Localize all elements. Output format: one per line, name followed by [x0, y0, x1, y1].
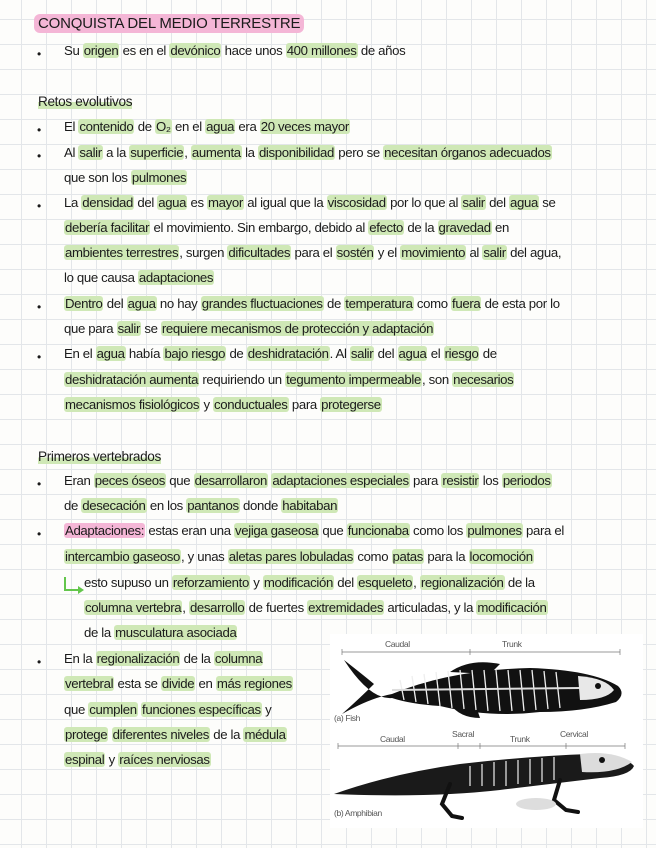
- text-segment: de la: [404, 220, 438, 235]
- last-bullet-line-3: [64, 703, 271, 718]
- highlighted-term: raíces nerviosas: [119, 752, 210, 767]
- text-segment: estas eran una: [145, 523, 235, 538]
- text-segment: . Al: [329, 346, 350, 361]
- primeros-item-2-line-1: [64, 524, 564, 539]
- highlighted-term: modificación: [263, 575, 333, 590]
- retos-item-3-line-4: [64, 271, 214, 286]
- primeros-item-1-line-2: [64, 499, 338, 514]
- text-segment: del: [103, 296, 127, 311]
- highlighted-term: ambientes terrestres: [65, 245, 179, 260]
- highlighted-term: temperatura: [345, 296, 413, 311]
- text-segment: para el: [291, 245, 336, 260]
- highlighted-term: adaptaciones especiales: [272, 473, 409, 488]
- text-segment: los: [479, 473, 502, 488]
- text-segment: para: [409, 473, 442, 488]
- text-segment: esta se: [114, 676, 161, 691]
- bullet: •: [37, 300, 41, 314]
- highlighted-term: requiere mecanismos de protección y adaptación: [161, 321, 434, 336]
- text-segment: la: [241, 145, 258, 160]
- text-segment: que: [319, 523, 347, 538]
- highlighted-term-pink: Adaptaciones:: [65, 523, 145, 538]
- text-segment: ,: [184, 145, 191, 160]
- retos-item-4-line-2: [64, 322, 434, 337]
- highlighted-term: grandes fluctuaciones: [201, 296, 323, 311]
- bullet: •: [37, 350, 41, 364]
- last-bullet-line-4: [64, 728, 287, 743]
- highlighted-term: agua: [127, 296, 156, 311]
- text-segment: ,: [182, 600, 189, 615]
- heading-retos: Retos evolutivos: [38, 94, 133, 109]
- highlighted-term: modificación: [477, 600, 547, 615]
- retos-item-2-line-1: [64, 146, 552, 161]
- page-title: CONQUISTA DEL MEDIO TERRESTRE: [34, 14, 304, 33]
- highlighted-term: O₂: [156, 119, 171, 134]
- highlighted-term: desarrollo: [189, 600, 245, 615]
- fish-region-bracket: [342, 649, 620, 655]
- highlighted-term: Dentro: [65, 296, 103, 311]
- highlighted-term: columna vertebra: [85, 600, 182, 615]
- highlighted-term: pulmones: [467, 523, 522, 538]
- text-segment: en: [491, 220, 510, 235]
- retos-item-3-line-2: [64, 221, 509, 236]
- text-segment: como los: [409, 523, 467, 538]
- retos-item-5-line-2: [64, 373, 514, 388]
- text-segment: En el: [64, 346, 96, 361]
- bullet: •: [37, 149, 41, 163]
- highlighted-term: adaptaciones: [138, 270, 214, 285]
- highlighted-term: agua: [96, 346, 125, 361]
- text-segment: de la: [209, 727, 244, 742]
- text-segment: del agua,: [506, 245, 562, 260]
- text-segment: y el: [374, 245, 401, 260]
- text-segment: del: [374, 346, 398, 361]
- highlighted-term: extremidades: [308, 600, 384, 615]
- text-segment: de: [64, 498, 82, 513]
- highlighted-term: riesgo: [444, 346, 479, 361]
- highlighted-term: aletas pares lobuladas: [228, 549, 354, 564]
- highlighted-term: funciones específicas: [142, 702, 261, 717]
- text-segment: Eran: [64, 473, 94, 488]
- highlighted-term: conductuales: [214, 397, 288, 412]
- text-segment: que son los: [64, 170, 131, 185]
- highlighted-term: movimiento: [401, 245, 466, 260]
- text-segment: para el: [522, 523, 564, 538]
- text-segment: requiriendo un: [199, 372, 286, 387]
- bullet: •: [37, 47, 41, 61]
- highlighted-term: fuera: [452, 296, 481, 311]
- text-segment: no hay: [156, 296, 201, 311]
- text-segment: al: [466, 245, 483, 260]
- amphibian-sacral-label: Sacral: [452, 729, 474, 739]
- bullet: •: [37, 527, 41, 541]
- text-segment: y: [105, 752, 119, 767]
- text-segment: pero se: [334, 145, 384, 160]
- highlighted-term: 20 veces mayor: [260, 119, 349, 134]
- fish-label: (a) Fish: [334, 713, 361, 723]
- highlighted-term: columna: [214, 651, 263, 666]
- text-segment: El: [64, 119, 79, 134]
- text-segment: en: [195, 676, 216, 691]
- text-segment: como: [354, 549, 392, 564]
- text-segment: al igual que la: [243, 195, 327, 210]
- text-segment: es: [187, 195, 208, 210]
- highlighted-term: agua: [158, 195, 187, 210]
- text-segment: articuladas, y la: [384, 600, 477, 615]
- highlighted-term: espinal: [65, 752, 105, 767]
- bullet: •: [37, 477, 41, 491]
- highlighted-term: mecanismos fisiológicos: [65, 397, 200, 412]
- highlighted-term: contenido: [79, 119, 134, 134]
- highlighted-term: mayor: [208, 195, 243, 210]
- text-segment: para la: [424, 549, 469, 564]
- highlighted-term: locomoción: [469, 549, 533, 564]
- highlighted-term: desarrollaron: [194, 473, 267, 488]
- text-segment: a la: [102, 145, 130, 160]
- text-segment: ,: [413, 575, 420, 590]
- text-segment: del: [134, 195, 158, 210]
- text-segment: de la: [180, 651, 214, 666]
- highlighted-term: cumplen: [89, 702, 137, 717]
- sub-line-2: [84, 601, 548, 616]
- text-segment: Su: [64, 43, 83, 58]
- highlighted-term: origen: [83, 43, 119, 58]
- text-segment: para: [288, 397, 321, 412]
- highlighted-term: viscosidad: [327, 195, 386, 210]
- skeleton-diagram: [330, 634, 643, 828]
- highlighted-term: efecto: [369, 220, 404, 235]
- text-segment: había: [125, 346, 164, 361]
- text-segment: por lo que al: [386, 195, 462, 210]
- text-segment: En la: [64, 651, 96, 666]
- text-segment: del: [333, 575, 358, 590]
- fish-caudal-label: Caudal: [385, 639, 410, 649]
- text-segment: del: [485, 195, 510, 210]
- last-bullet-line-1: [64, 652, 263, 667]
- amphibian-trunk-label: Trunk: [510, 734, 530, 744]
- highlighted-term: 400 millones: [286, 43, 357, 58]
- highlighted-term: debería facilitar: [65, 220, 150, 235]
- text-segment: esto supuso un: [84, 575, 172, 590]
- text-segment: en los: [146, 498, 187, 513]
- highlighted-term: más regiones: [216, 676, 292, 691]
- retos-item-5-line-1: [64, 347, 497, 362]
- highlighted-term: habitaban: [282, 498, 338, 513]
- text-segment: y: [200, 397, 214, 412]
- amphibian-cervical-label: Cervical: [560, 729, 588, 739]
- highlighted-term: aumenta: [191, 145, 241, 160]
- retos-item-4-line-1: [64, 297, 560, 312]
- highlighted-term: pantanos: [187, 498, 239, 513]
- sub-line-3: [84, 626, 237, 641]
- highlighted-term: intercambio gaseoso: [65, 549, 181, 564]
- text-segment: de la: [504, 575, 535, 590]
- retos-item-5-line-3: [64, 398, 382, 413]
- text-segment: La: [64, 195, 82, 210]
- highlighted-term: salir: [117, 321, 141, 336]
- heading-primeros: Primeros vertebrados: [38, 449, 161, 464]
- highlighted-term: divide: [161, 676, 195, 691]
- highlighted-term: vertebral: [65, 676, 114, 691]
- highlighted-term: salir: [483, 245, 506, 260]
- highlighted-term: agua: [398, 346, 427, 361]
- highlighted-term: periodos: [502, 473, 551, 488]
- text-segment: de: [226, 346, 247, 361]
- highlighted-term: reforzamiento: [172, 575, 249, 590]
- skeleton-figure: [330, 634, 643, 828]
- retos-item-3-line-3: [64, 246, 561, 261]
- highlighted-term: agua: [510, 195, 538, 210]
- text-segment: de la: [84, 625, 115, 640]
- text-segment: que para: [64, 321, 117, 336]
- text-segment: de años: [357, 43, 406, 58]
- highlighted-term: superficie: [130, 145, 184, 160]
- text-segment: el movimiento. Sin embargo, debido al: [150, 220, 369, 235]
- highlighted-term: vejiga gaseosa: [235, 523, 319, 538]
- highlighted-term: regionalización: [96, 651, 180, 666]
- highlighted-term: esqueleto: [358, 575, 413, 590]
- primeros-item-1-line-1: [64, 474, 552, 489]
- last-bullet-line-5: [64, 753, 211, 768]
- text-segment: de esta por lo: [481, 296, 560, 311]
- text-segment: y: [261, 702, 272, 717]
- highlighted-term: resistir: [442, 473, 479, 488]
- last-bullet-line-2: [64, 677, 293, 692]
- text-segment: que: [64, 702, 89, 717]
- text-segment: era: [235, 119, 260, 134]
- sub-line-1: [84, 576, 535, 591]
- highlighted-term: sostén: [336, 245, 374, 260]
- highlighted-term: gravedad: [438, 220, 491, 235]
- text-segment: se: [538, 195, 556, 210]
- highlighted-term: desecación: [82, 498, 146, 513]
- highlighted-term: necesarios: [453, 372, 514, 387]
- highlighted-term: tegumento impermeable: [286, 372, 421, 387]
- highlighted-term: patas: [392, 549, 424, 564]
- text-segment: , surgen: [179, 245, 228, 260]
- text-segment: de: [134, 119, 155, 134]
- highlighted-term: deshidratación: [247, 346, 329, 361]
- primeros-item-2-line-2: [64, 550, 534, 565]
- highlighted-term: necesitan órganos adecuados: [384, 145, 551, 160]
- bullet: •: [37, 199, 41, 213]
- highlighted-term: musculatura asociada: [115, 625, 237, 640]
- text-segment: en el: [171, 119, 206, 134]
- bullet: •: [37, 123, 41, 137]
- text-segment: que: [165, 473, 194, 488]
- highlighted-term: salir: [350, 346, 374, 361]
- text-segment: como: [413, 296, 452, 311]
- highlighted-term: bajo riesgo: [164, 346, 226, 361]
- arrow-icon: [64, 577, 80, 591]
- text-segment: es en el: [119, 43, 170, 58]
- amphibian-label: (b) Amphibian: [334, 808, 382, 818]
- highlighted-term: regionalización: [420, 575, 504, 590]
- text-segment: donde: [239, 498, 282, 513]
- text-segment: de fuertes: [245, 600, 308, 615]
- highlighted-term: pulmones: [131, 170, 187, 185]
- text-segment: hace unos: [221, 43, 286, 58]
- amphibian-caudal-label: Caudal: [380, 734, 405, 744]
- retos-item-3-line-1: [64, 196, 556, 211]
- intro-line: [64, 44, 405, 59]
- text-segment: , son: [421, 372, 453, 387]
- highlighted-term: médula: [244, 727, 286, 742]
- fish-trunk-label: Trunk: [502, 639, 522, 649]
- highlighted-term: densidad: [82, 195, 134, 210]
- retos-item-2-line-2: [64, 171, 187, 186]
- text-segment: lo que causa: [64, 270, 138, 285]
- fish-skeleton: [342, 660, 622, 718]
- text-segment: Al: [64, 145, 79, 160]
- highlighted-term: salir: [462, 195, 485, 210]
- highlighted-term: protege: [65, 727, 108, 742]
- highlighted-term: devónico: [170, 43, 221, 58]
- text-segment: y: [249, 575, 263, 590]
- highlighted-term: agua: [206, 119, 235, 134]
- highlighted-term: diferentes niveles: [112, 727, 209, 742]
- highlighted-term: salir: [79, 145, 102, 160]
- text-segment: el: [427, 346, 444, 361]
- highlighted-term: disponibilidad: [258, 145, 334, 160]
- text-segment: se: [141, 321, 161, 336]
- highlighted-term: peces óseos: [94, 473, 165, 488]
- text-segment: de: [323, 296, 345, 311]
- bullet: •: [37, 655, 41, 669]
- text-segment: de: [479, 346, 497, 361]
- highlighted-term: protegerse: [321, 397, 381, 412]
- retos-item-1-line-1: [64, 120, 350, 135]
- text-segment: , y unas: [181, 549, 228, 564]
- highlighted-term: dificultades: [228, 245, 291, 260]
- highlighted-term: deshidratación aumenta: [65, 372, 199, 387]
- highlighted-term: funcionaba: [347, 523, 409, 538]
